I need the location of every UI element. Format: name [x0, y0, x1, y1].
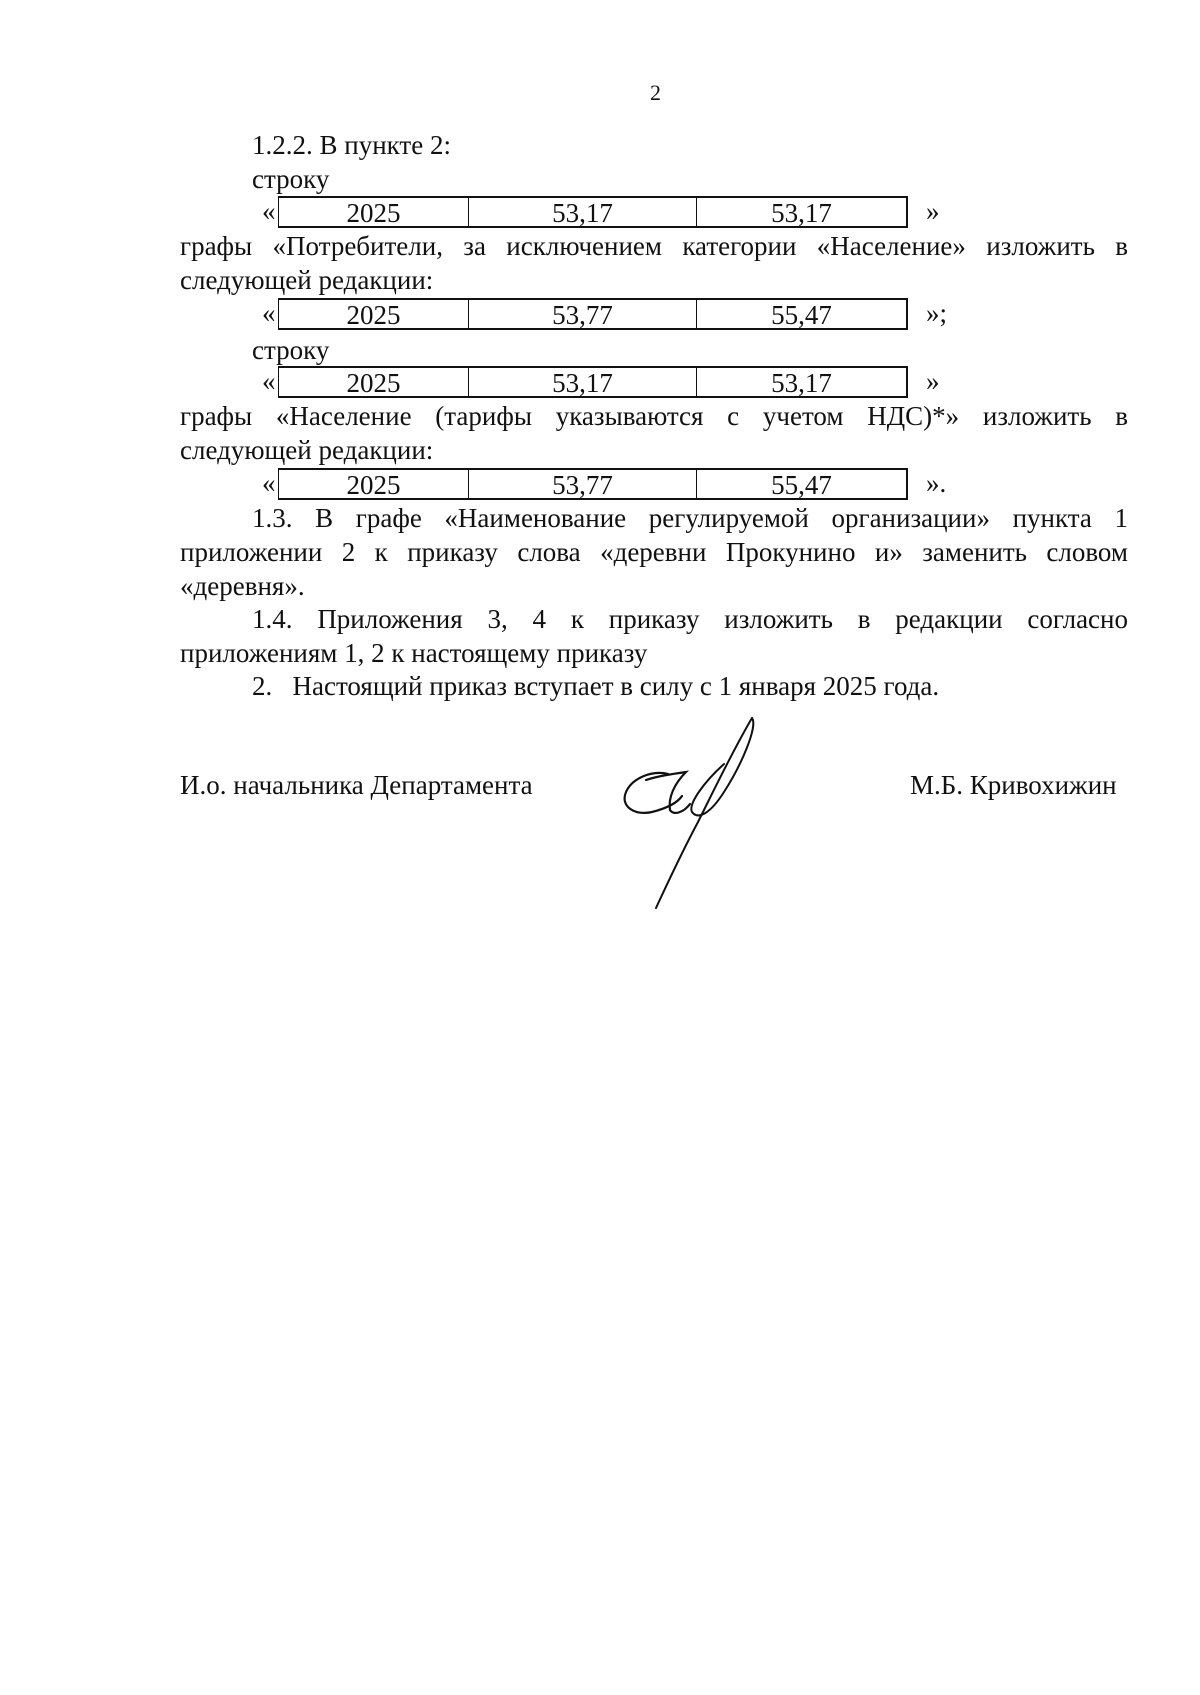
row-label-1: строку	[252, 164, 330, 194]
graph-population-line: графы «Население (тарифы указываются с учетом НДС)*» изложить в	[180, 401, 1128, 431]
graph-consumers-line: графы «Потребители, за исключением категории «Население» изложить в	[180, 231, 1128, 261]
tariff-row-3-value-2: 53,17	[696, 368, 908, 398]
close-quote-2: »;	[926, 298, 948, 328]
clause-1-4-line-2: приложениям 1, 2 к настоящему приказу	[180, 638, 648, 668]
clause-2: 2. Настоящий приказ вступает в силу с 1 января 2025 года.	[252, 671, 940, 701]
close-quote-1: »	[926, 196, 940, 226]
tariff-row-3-year: 2025	[278, 368, 468, 398]
tariff-row-2-value-1: 53,77	[468, 300, 696, 330]
clause-1-3-line-2: приложении 2 к приказу слова «деревни Прокунино и» заменить словом	[180, 537, 1128, 567]
tariff-row-4	[278, 468, 908, 500]
close-quote-3: »	[926, 366, 940, 396]
tariff-row-2-value-2: 55,47	[696, 300, 908, 330]
clause-1-4-line-1: 1.4. Приложения 3, 4 к приказу изложить в редакции согласно	[252, 604, 1128, 634]
tariff-row-4-value-2: 55,47	[696, 470, 908, 500]
open-quote-3: «	[262, 366, 276, 396]
tariff-row-2-year: 2025	[278, 300, 468, 330]
clause-1-2-2-heading: 1.2.2. В пункте 2:	[252, 130, 451, 160]
tariff-row-2	[278, 298, 908, 330]
clause-1-3-line-1: 1.3. В графе «Наименование регулируемой организации» пункта 1	[252, 503, 1128, 533]
tariff-row-1	[278, 196, 908, 228]
handwritten-signature	[612, 712, 772, 912]
clause-1-3-line-3: «деревня».	[180, 571, 305, 601]
next-edition-label-2: следующей редакции:	[180, 435, 434, 465]
close-quote-4: ».	[926, 468, 947, 498]
open-quote-2: «	[262, 298, 276, 328]
tariff-row-1-value-1: 53,17	[468, 198, 696, 228]
tariff-row-3-value-1: 53,17	[468, 368, 696, 398]
tariff-row-1-year: 2025	[278, 198, 468, 228]
row-label-2: строку	[252, 335, 330, 365]
open-quote-1: «	[262, 196, 276, 226]
tariff-row-4-year: 2025	[278, 470, 468, 500]
page-number: 2	[650, 80, 661, 105]
tariff-row-3	[278, 366, 908, 398]
tariff-row-1-value-2: 53,17	[696, 198, 908, 228]
signer-title: И.о. начальника Департамента	[180, 770, 533, 800]
open-quote-4: «	[262, 468, 276, 498]
next-edition-label-1: следующей редакции:	[180, 265, 434, 295]
signer-name: М.Б. Кривохижин	[910, 770, 1117, 800]
tariff-row-4-value-1: 53,77	[468, 470, 696, 500]
